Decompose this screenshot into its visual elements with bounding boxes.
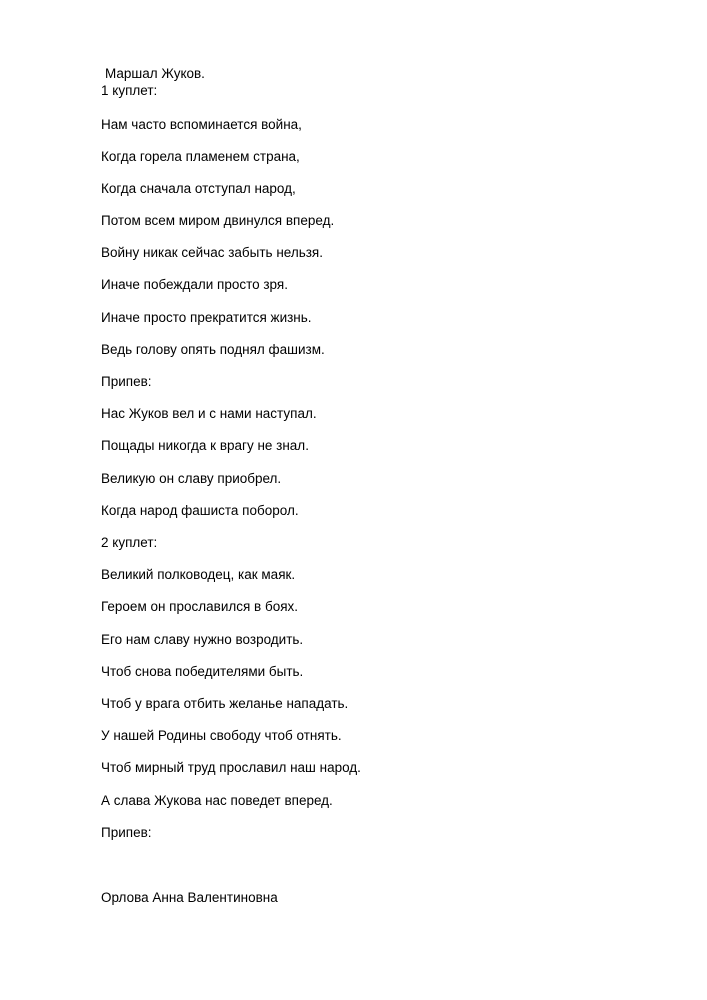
verse-1-line: Потом всем миром двинулся вперед. [101, 213, 335, 228]
verse-2-line: У нашей Родины свободу чтоб отнять. [101, 728, 342, 743]
verse-1-line: Когда горела пламенем страна, [101, 149, 300, 164]
verse-2-line: Чтоб снова победителями быть. [101, 664, 304, 679]
author-name: Орлова Анна Валентиновна [101, 890, 278, 905]
chorus-repeat-heading: Припев: [101, 825, 152, 840]
chorus-heading: Припев: [101, 374, 152, 389]
chorus-line: Когда народ фашиста поборол. [101, 503, 299, 518]
verse-2-line: Чтоб у врага отбить желанье нападать. [101, 696, 349, 711]
verse-2-line: Великий полководец, как маяк. [101, 567, 296, 582]
verse-1-line: Иначе просто прекратится жизнь. [101, 310, 312, 325]
verse-1-line: Войну никак сейчас забыть нельзя. [101, 245, 323, 260]
chorus-line: Великую он славу приобрел. [101, 471, 282, 486]
verse-2-line: Героем он прославился в боях. [101, 599, 299, 614]
verse-1-heading: 1 куплет: [101, 83, 158, 98]
document-title: Маршал Жуков. [105, 66, 205, 81]
verse-1-line: Нам часто вспоминается война, [101, 117, 302, 132]
verse-2-heading: 2 куплет: [101, 535, 158, 550]
chorus-line: Пощады никогда к врагу не знал. [101, 438, 309, 453]
verse-2-line: Чтоб мирный труд прославил наш народ. [101, 760, 361, 775]
verse-1-line: Ведь голову опять поднял фашизм. [101, 342, 325, 357]
verse-1-line: Иначе побеждали просто зря. [101, 277, 288, 292]
verse-1-line: Когда сначала отступал народ, [101, 181, 296, 196]
verse-2-line: Его нам славу нужно возродить. [101, 632, 304, 647]
verse-2-line: А слава Жукова нас поведет вперед. [101, 793, 333, 808]
chorus-line: Нас Жуков вел и с нами наступал. [101, 406, 317, 421]
